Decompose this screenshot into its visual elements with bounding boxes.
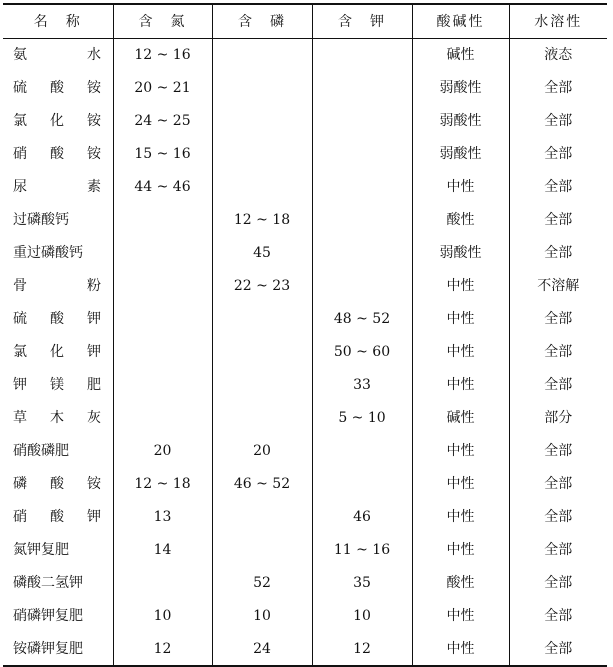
cell-solubility: 全部 — [509, 171, 607, 204]
cell-name — [3, 171, 113, 204]
cell-solubility: 液态 — [509, 39, 607, 72]
cell-name — [3, 336, 113, 369]
cell-phosphorus — [212, 171, 312, 204]
cell-nitrogen — [113, 237, 212, 270]
cell-name — [3, 72, 113, 105]
cell-phosphorus — [212, 336, 312, 369]
cell-solubility: 全部 — [509, 237, 607, 270]
cell-nitrogen — [113, 567, 212, 600]
cell-acidity: 中性 — [412, 336, 509, 369]
cell-potassium — [312, 468, 412, 501]
table-row — [3, 468, 607, 501]
fertilizer-name: 磷酸二氢钾 — [13, 575, 83, 591]
table-body — [3, 39, 607, 666]
cell-potassium: 33 — [312, 369, 412, 402]
cell-name — [3, 600, 113, 633]
cell-potassium — [312, 171, 412, 204]
cell-acidity: 中性 — [412, 369, 509, 402]
cell-solubility: 全部 — [509, 303, 607, 336]
fertilizer-name: 氯 化 钾 — [13, 344, 101, 360]
cell-nitrogen — [113, 402, 212, 435]
fertilizer-name: 硝 酸 钾 — [13, 509, 101, 525]
cell-nitrogen — [113, 336, 212, 369]
cell-phosphorus — [212, 534, 312, 567]
fertilizer-name: 硝 酸 铵 — [13, 146, 101, 162]
fertilizer-name: 硝酸磷肥 — [13, 443, 69, 459]
table-row — [3, 600, 607, 633]
table-row — [3, 138, 607, 171]
cell-acidity: 碱性 — [412, 402, 509, 435]
cell-acidity: 弱酸性 — [412, 105, 509, 138]
cell-acidity: 中性 — [412, 633, 509, 666]
cell-acidity: 酸性 — [412, 204, 509, 237]
cell-acidity: 酸性 — [412, 567, 509, 600]
cell-solubility: 全部 — [509, 633, 607, 666]
cell-potassium: 50 ~ 60 — [312, 336, 412, 369]
cell-acidity: 中性 — [412, 270, 509, 303]
cell-potassium: 11 ~ 16 — [312, 534, 412, 567]
table-row — [3, 501, 607, 534]
cell-nitrogen — [113, 303, 212, 336]
fertilizer-name: 氯 化 铵 — [13, 113, 101, 129]
table-row — [3, 204, 607, 237]
cell-name — [3, 270, 113, 303]
cell-name — [3, 402, 113, 435]
cell-solubility: 全部 — [509, 600, 607, 633]
cell-solubility: 全部 — [509, 567, 607, 600]
cell-solubility: 全部 — [509, 204, 607, 237]
cell-nitrogen: 12 ~ 16 — [113, 39, 212, 72]
cell-phosphorus: 22 ~ 23 — [212, 270, 312, 303]
table-row — [3, 369, 607, 402]
cell-name — [3, 468, 113, 501]
cell-solubility: 部分 — [509, 402, 607, 435]
cell-name — [3, 435, 113, 468]
cell-name — [3, 567, 113, 600]
cell-name — [3, 501, 113, 534]
cell-name — [3, 204, 113, 237]
cell-solubility: 全部 — [509, 72, 607, 105]
cell-name — [3, 138, 113, 171]
table-row — [3, 237, 607, 270]
cell-acidity: 中性 — [412, 303, 509, 336]
cell-name — [3, 534, 113, 567]
cell-phosphorus: 12 ~ 18 — [212, 204, 312, 237]
fertilizer-name: 骨 粉 — [13, 278, 101, 294]
fertilizer-name: 过磷酸钙 — [13, 212, 69, 228]
cell-nitrogen — [113, 204, 212, 237]
cell-name — [3, 237, 113, 270]
cell-potassium — [312, 105, 412, 138]
header-solubility: 水溶性 — [509, 4, 607, 39]
table-row — [3, 435, 607, 468]
fertilizer-name: 重过磷酸钙 — [13, 245, 83, 261]
cell-phosphorus — [212, 369, 312, 402]
cell-acidity: 中性 — [412, 534, 509, 567]
fertilizer-name: 硝磷钾复肥 — [13, 608, 83, 624]
table-row — [3, 39, 607, 72]
cell-solubility: 全部 — [509, 534, 607, 567]
cell-acidity: 中性 — [412, 468, 509, 501]
table-row — [3, 336, 607, 369]
fertilizer-name: 氮钾复肥 — [13, 542, 69, 558]
cell-acidity: 中性 — [412, 600, 509, 633]
cell-name — [3, 39, 113, 72]
cell-solubility: 全部 — [509, 138, 607, 171]
cell-potassium — [312, 138, 412, 171]
table-row — [3, 105, 607, 138]
cell-phosphorus: 45 — [212, 237, 312, 270]
cell-nitrogen: 13 — [113, 501, 212, 534]
cell-name — [3, 303, 113, 336]
fertilizer-name: 尿 素 — [13, 179, 101, 195]
cell-phosphorus: 52 — [212, 567, 312, 600]
fertilizer-name: 磷 酸 铵 — [13, 476, 101, 492]
table-row — [3, 402, 607, 435]
cell-solubility: 全部 — [509, 435, 607, 468]
cell-acidity: 弱酸性 — [412, 72, 509, 105]
fertilizer-name: 钾 镁 肥 — [13, 377, 101, 393]
cell-name — [3, 633, 113, 666]
cell-name — [3, 369, 113, 402]
cell-solubility: 全部 — [509, 501, 607, 534]
header-phosphorus: 含 磷 — [212, 4, 312, 39]
cell-nitrogen: 20 ~ 21 — [113, 72, 212, 105]
fertilizer-name: 硫 酸 钾 — [13, 311, 101, 327]
header-row — [3, 4, 607, 39]
cell-phosphorus: 46 ~ 52 — [212, 468, 312, 501]
cell-acidity: 中性 — [412, 435, 509, 468]
cell-phosphorus — [212, 105, 312, 138]
cell-acidity: 中性 — [412, 171, 509, 204]
cell-phosphorus — [212, 501, 312, 534]
cell-phosphorus: 20 — [212, 435, 312, 468]
header-name: 名 称 — [3, 4, 113, 39]
fertilizer-name: 铵磷钾复肥 — [13, 640, 83, 657]
cell-nitrogen: 15 ~ 16 — [113, 138, 212, 171]
cell-nitrogen: 12 ~ 18 — [113, 468, 212, 501]
cell-potassium — [312, 72, 412, 105]
cell-solubility: 全部 — [509, 369, 607, 402]
cell-potassium: 48 ~ 52 — [312, 303, 412, 336]
cell-solubility: 不溶解 — [509, 270, 607, 303]
header-acidity: 酸碱性 — [412, 4, 509, 39]
cell-nitrogen: 24 ~ 25 — [113, 105, 212, 138]
fertilizer-name: 草 木 灰 — [13, 410, 101, 426]
cell-phosphorus: 10 — [212, 600, 312, 633]
cell-phosphorus — [212, 402, 312, 435]
cell-nitrogen: 12 — [113, 633, 212, 666]
header-nitrogen: 含 氮 — [113, 4, 212, 39]
cell-phosphorus — [212, 138, 312, 171]
header-potassium: 含 钾 — [312, 4, 412, 39]
fertilizer-name: 氨 水 — [13, 47, 101, 64]
cell-acidity: 中性 — [412, 501, 509, 534]
cell-potassium — [312, 204, 412, 237]
cell-potassium: 10 — [312, 600, 412, 633]
cell-nitrogen: 10 — [113, 600, 212, 633]
cell-phosphorus — [212, 39, 312, 72]
cell-nitrogen — [113, 369, 212, 402]
table-row — [3, 633, 607, 666]
cell-acidity: 弱酸性 — [412, 138, 509, 171]
cell-phosphorus — [212, 72, 312, 105]
cell-potassium — [312, 39, 412, 72]
cell-nitrogen — [113, 270, 212, 303]
cell-nitrogen: 20 — [113, 435, 212, 468]
cell-nitrogen: 44 ~ 46 — [113, 171, 212, 204]
cell-solubility: 全部 — [509, 468, 607, 501]
cell-potassium — [312, 237, 412, 270]
cell-potassium — [312, 435, 412, 468]
table-row — [3, 270, 607, 303]
cell-phosphorus — [212, 303, 312, 336]
cell-name — [3, 105, 113, 138]
cell-solubility: 全部 — [509, 336, 607, 369]
cell-potassium: 35 — [312, 567, 412, 600]
table-row — [3, 567, 607, 600]
fertilizer-table — [3, 3, 607, 667]
cell-potassium: 46 — [312, 501, 412, 534]
cell-acidity: 碱性 — [412, 39, 509, 72]
cell-phosphorus: 24 — [212, 633, 312, 666]
table-row — [3, 534, 607, 567]
fertilizer-name: 硫 酸 铵 — [13, 80, 101, 96]
cell-acidity: 弱酸性 — [412, 237, 509, 270]
cell-solubility: 全部 — [509, 105, 607, 138]
cell-potassium: 12 — [312, 633, 412, 666]
table-row — [3, 303, 607, 336]
cell-potassium — [312, 270, 412, 303]
cell-nitrogen: 14 — [113, 534, 212, 567]
table-row — [3, 171, 607, 204]
cell-potassium: 5 ~ 10 — [312, 402, 412, 435]
table-row — [3, 72, 607, 105]
